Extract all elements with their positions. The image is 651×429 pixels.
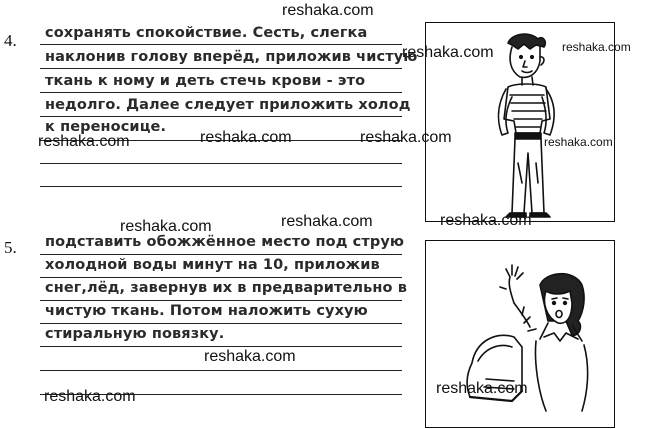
watermark: reshaka.com (204, 348, 296, 365)
ruled-line (40, 186, 402, 187)
ruled-line (40, 92, 402, 93)
task-4-answer-line-2: наклонив голову вперёд, приложив чистую (45, 49, 418, 65)
ruled-line (40, 68, 402, 69)
watermark: reshaka.com (200, 129, 292, 146)
ruled-line (40, 300, 402, 301)
ruled-line (40, 370, 402, 371)
watermark: reshaka.com (120, 218, 212, 235)
watermark: reshaka.com (360, 129, 452, 146)
watermark: reshaka.com (436, 380, 528, 397)
watermark: reshaka.com (544, 135, 613, 149)
task-4-answer-line-4: недолго. Далее следует приложить холод (45, 97, 411, 113)
task-5-answer-line-3: снег,лёд, завернув их в предварительно в (45, 280, 408, 296)
ruled-line (40, 163, 402, 164)
task-4-answer-line-3: ткань к ному и деть стечь крови - это (45, 73, 366, 89)
watermark: reshaka.com (44, 388, 136, 405)
task-4-answer-line-5: к переносице. (45, 119, 167, 135)
girl-burn-illustration (426, 241, 614, 427)
task-5-answer-line-2: холодной воды минут на 10, приложив (45, 257, 380, 273)
watermark: reshaka.com (38, 133, 130, 150)
ruled-line (40, 44, 402, 45)
task-5-number: 5. (4, 238, 17, 257)
watermark: reshaka.com (440, 212, 532, 229)
task-4-answer-line-1: сохранять спокойствие. Сесть, слегка (45, 25, 368, 41)
illustration-girl-iron-frame (425, 240, 615, 428)
ruled-line (40, 116, 402, 117)
watermark: reshaka.com (562, 40, 631, 54)
watermark-top: reshaka.com (282, 2, 374, 19)
ruled-line (40, 346, 402, 347)
task-5-answer-line-1: подставить обожжённое место под струю (45, 234, 405, 250)
watermark: reshaka.com (281, 213, 373, 230)
task-5-answer-line-4: чистую ткань. Потом наложить сухую (45, 303, 368, 319)
task-5-answer-line-5: стиральную повязку. (45, 326, 225, 342)
watermark: reshaka.com (402, 44, 494, 61)
task-4-number: 4. (4, 31, 17, 50)
ruled-line (40, 323, 402, 324)
ruled-line (40, 277, 402, 278)
ruled-line (40, 254, 402, 255)
